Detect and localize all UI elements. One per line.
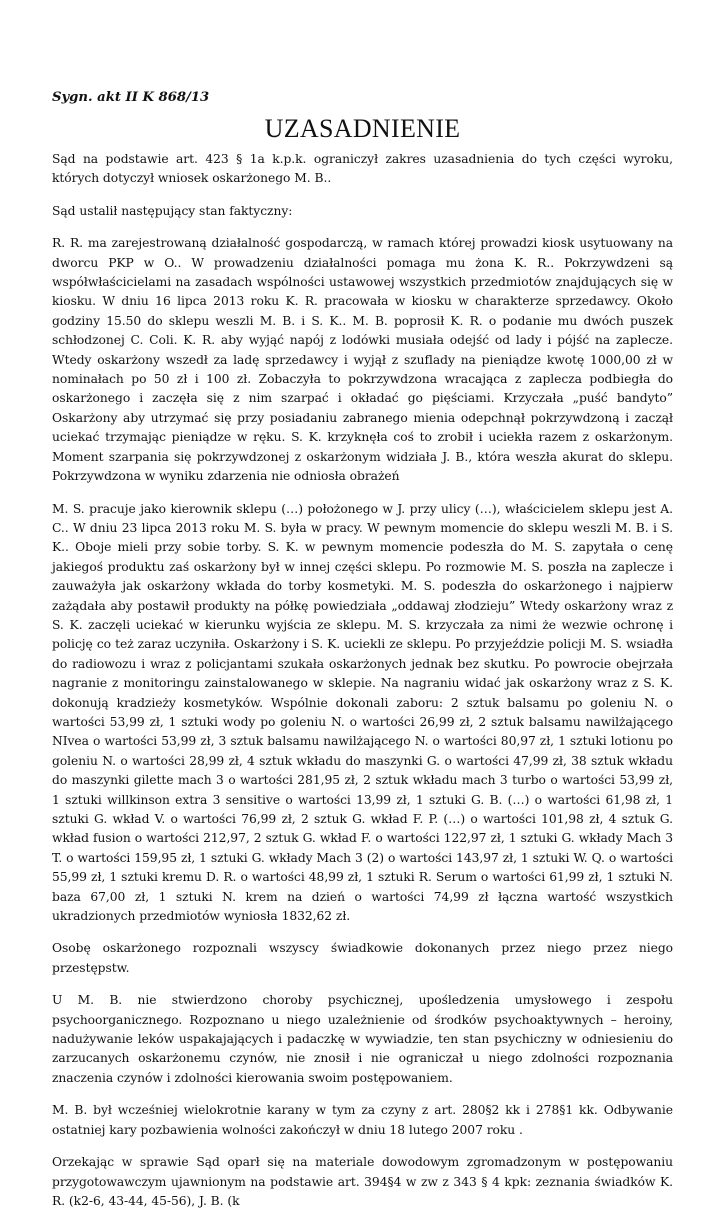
document-title: UZASADNIENIE [264,114,461,143]
paragraph-shop-theft: M. S. pracuje jako kierownik sklepu (…) położonego w J. przy ulicy (…), właścicielem sklepu jest A. C.. W dniu 23 lipca 2013 roku M. S. była w pracy. W pewnym momencie do sklepu weszli M. B. i S. K.. Oboje mieli przy sobie torby. S. K. w pewnym momencie podeszła do M. S. zapytała o cenę jakiegoś produktu zaś oskarżony był w innej części sklepu. Po rozmowie M. S. poszła na zaplecze i zauważyła jak oskarżony wkłada do torby kosmetyki. M. S. podeszła do oskarżonego i najpierw zażądała aby postawił produkty na półkę powiedziała „oddawaj złodzieju” Wtedy oskarżony wraz z S. K. zaczęli uciekać w kierunku wyjścia ze sklepu. M. S. krzyczała za nimi że wezwie ochronę i policję co też zaraz uczyniła. Oskarżony i S. K. uciekli ze sklepu. Po przyjeździe policji M. S. wsiadła do radiowozu i wraz z policjantami szukała oskarżonych jednak bez skutku. Po powrocie obejrzała nagranie z monitoringu zainstalowanego w sklepie. Na nagraniu widać jak oskarżony wraz z S. K. dokonują kradzieży kosmetyków. Wspólnie dokonali zaboru: 2 sztuk balsamu po goleniu N. o wartości 53,99 zł, 1 sztuki wody po goleniu N. o wartości 26,99 zł, 2 sztuk balsamu nawilżającego NIvea o wartości 53,99 zł, 3 sztuk balsamu nawilżającego N. o wartości 80,97 zł, 1 sztuki lotionu po goleniu N. o wartości 28,99 zł, 4 sztuk wkładu do maszynki G. o wartości 47,99 zł, 38 sztuk wkładu do maszynki gilette mach 3 o wartości 281,95 zł, 2 sztuk wkładu mach 3 turbo o wartości 53,99 zł, 1 sztuki willkinson extra 3 sensitive o wartości 13,99 zł, 1 sztuki G. B. (…) o wartości 61,98 zł, 1 sztuki G. wkład V. o wartości 76,99 zł, 2 sztuk G. wkład F. P. (…) o wartości 101,98 zł, 4 sztuk G. wkład fusion o wartości 212,97, 2 sztuk G. wkład F. o wartości 122,97 zł, 1 sztuki G. wkłady Mach 3 T. o wartości 159,95 zł, 1 sztuki G. wkłady Mach 3 (2) o wartości 143,97 zł, 1 sztuki W. Q. o wartości 55,99 zł, 1 sztuki kremu D. R. o wartości 48,99 zł, 1 sztuki R. Serum o wartości 61,99 zł, 1 sztuki N. baza 67,00 zł, 1 sztuki N. krem na dzień o wartości 74,99 zł łączna wartość wszystkich ukradzionych przedmiotów wyniosła 1832,62 zł. [52,501,673,924]
paragraph-scope-of-justification: Sąd na podstawie art. 423 § 1a k.p.k. ograniczył zakres uzasadnienia do tych części wyroku, których dotyczył wniosek oskarżonego M. B.. [52,152,673,186]
paragraph-kiosk-robbery: R. R. ma zarejestrowaną działalność gospodarczą, w ramach której prowadzi kiosk usytuowany na dworcu PKP w O.. W prowadzeniu działalności pomaga mu żona K. R.. Pokrzywdzeni są współwłaścicielami na zasadach wspólności ustawowej wszystkich przedmiotów znajdujących się w kiosku. W dniu 16 lipca 2013 roku K. R. pracowała w kiosku w charakterze sprzedawcy. Około godziny 15.50 do sklepu weszli M. B. i S. K.. M. B. poprosił K. R. o podanie mu dwóch puszek schłodzonej C. Coli. K. R. aby wyjąć napój z lodówki musiała odejść od lady i pójść na zaplecze. Wtedy oskarżony wszedł za ladę sprzedawcy i wyjął z szuflady na pieniądze kwotę 1000,00 zł w nominałach po 50 zł i 100 zł. Zobaczyła to pokrzywdzona wracająca z zaplecza podbiegła do oskarżonego i zaczęła się z nim szarpać i okładać go pięściami. Krzyczała „puść bandyto” Oskarżony aby utrzymać się przy posiadaniu zabranego mienia odepchnął pokrzywdzoną i zaczął uciekać trzymając pieniądze w ręku. S. K. krzyknęła coś to zrobił i uciekła razem z oskarżonym. Moment szarpania się pokrzywdzonej z oskarżonym widziała J. B., która weszła akurat do sklepu. Pokrzywdzona w wyniku zdarzenia nie odniosła obrażeń [52,236,673,484]
paragraph-evidence: Orzekając w sprawie Sąd oparł się na materiale dowodowym zgromadzonym w postępowaniu przygotowawczym ujawnionym na podstawie art. 394§4 w zw z 343 § 4 kpk: zeznania świadków K. R. (k2-6, 43-44, 45-56), J. B. (k [52,1155,673,1208]
case-signature: Sygn. akt II K 868/13 [52,90,210,105]
paragraph-facts-heading: Sąd ustalił następujący stan faktyczny: [52,203,293,218]
paragraph-identification: Osobę oskarżonego rozpoznali wszyscy świadkowie dokonanych przez niego przez niego przestępstw. [52,941,673,975]
paragraph-psychiatric-opinion: U M. B. nie stwierdzono choroby psychicznej, upośledzenia umysłowego i zespołu psychoorganicznego. Rozpoznano u niego uzależnienie od środków psychoaktywnych – heroiny, nadużywanie leków uspakajających i padaczkę w wywiadzie, ten stan psychiczny w odniesieniu do zarzucanych oskarżonemu czynów, nie znosił i nie ograniczał u niego zdolności rozpoznania znaczenia czynów i zdolności kierowania swoim postępowaniem. [52,993,673,1085]
paragraph-prior-convictions: M. B. był wcześniej wielokrotnie karany w tym za czyny z art. 280§2 kk i 278§1 kk. Odbywanie ostatniej kary pozbawienia wolności zakończył w dniu 18 lutego 2007 roku . [52,1103,673,1137]
